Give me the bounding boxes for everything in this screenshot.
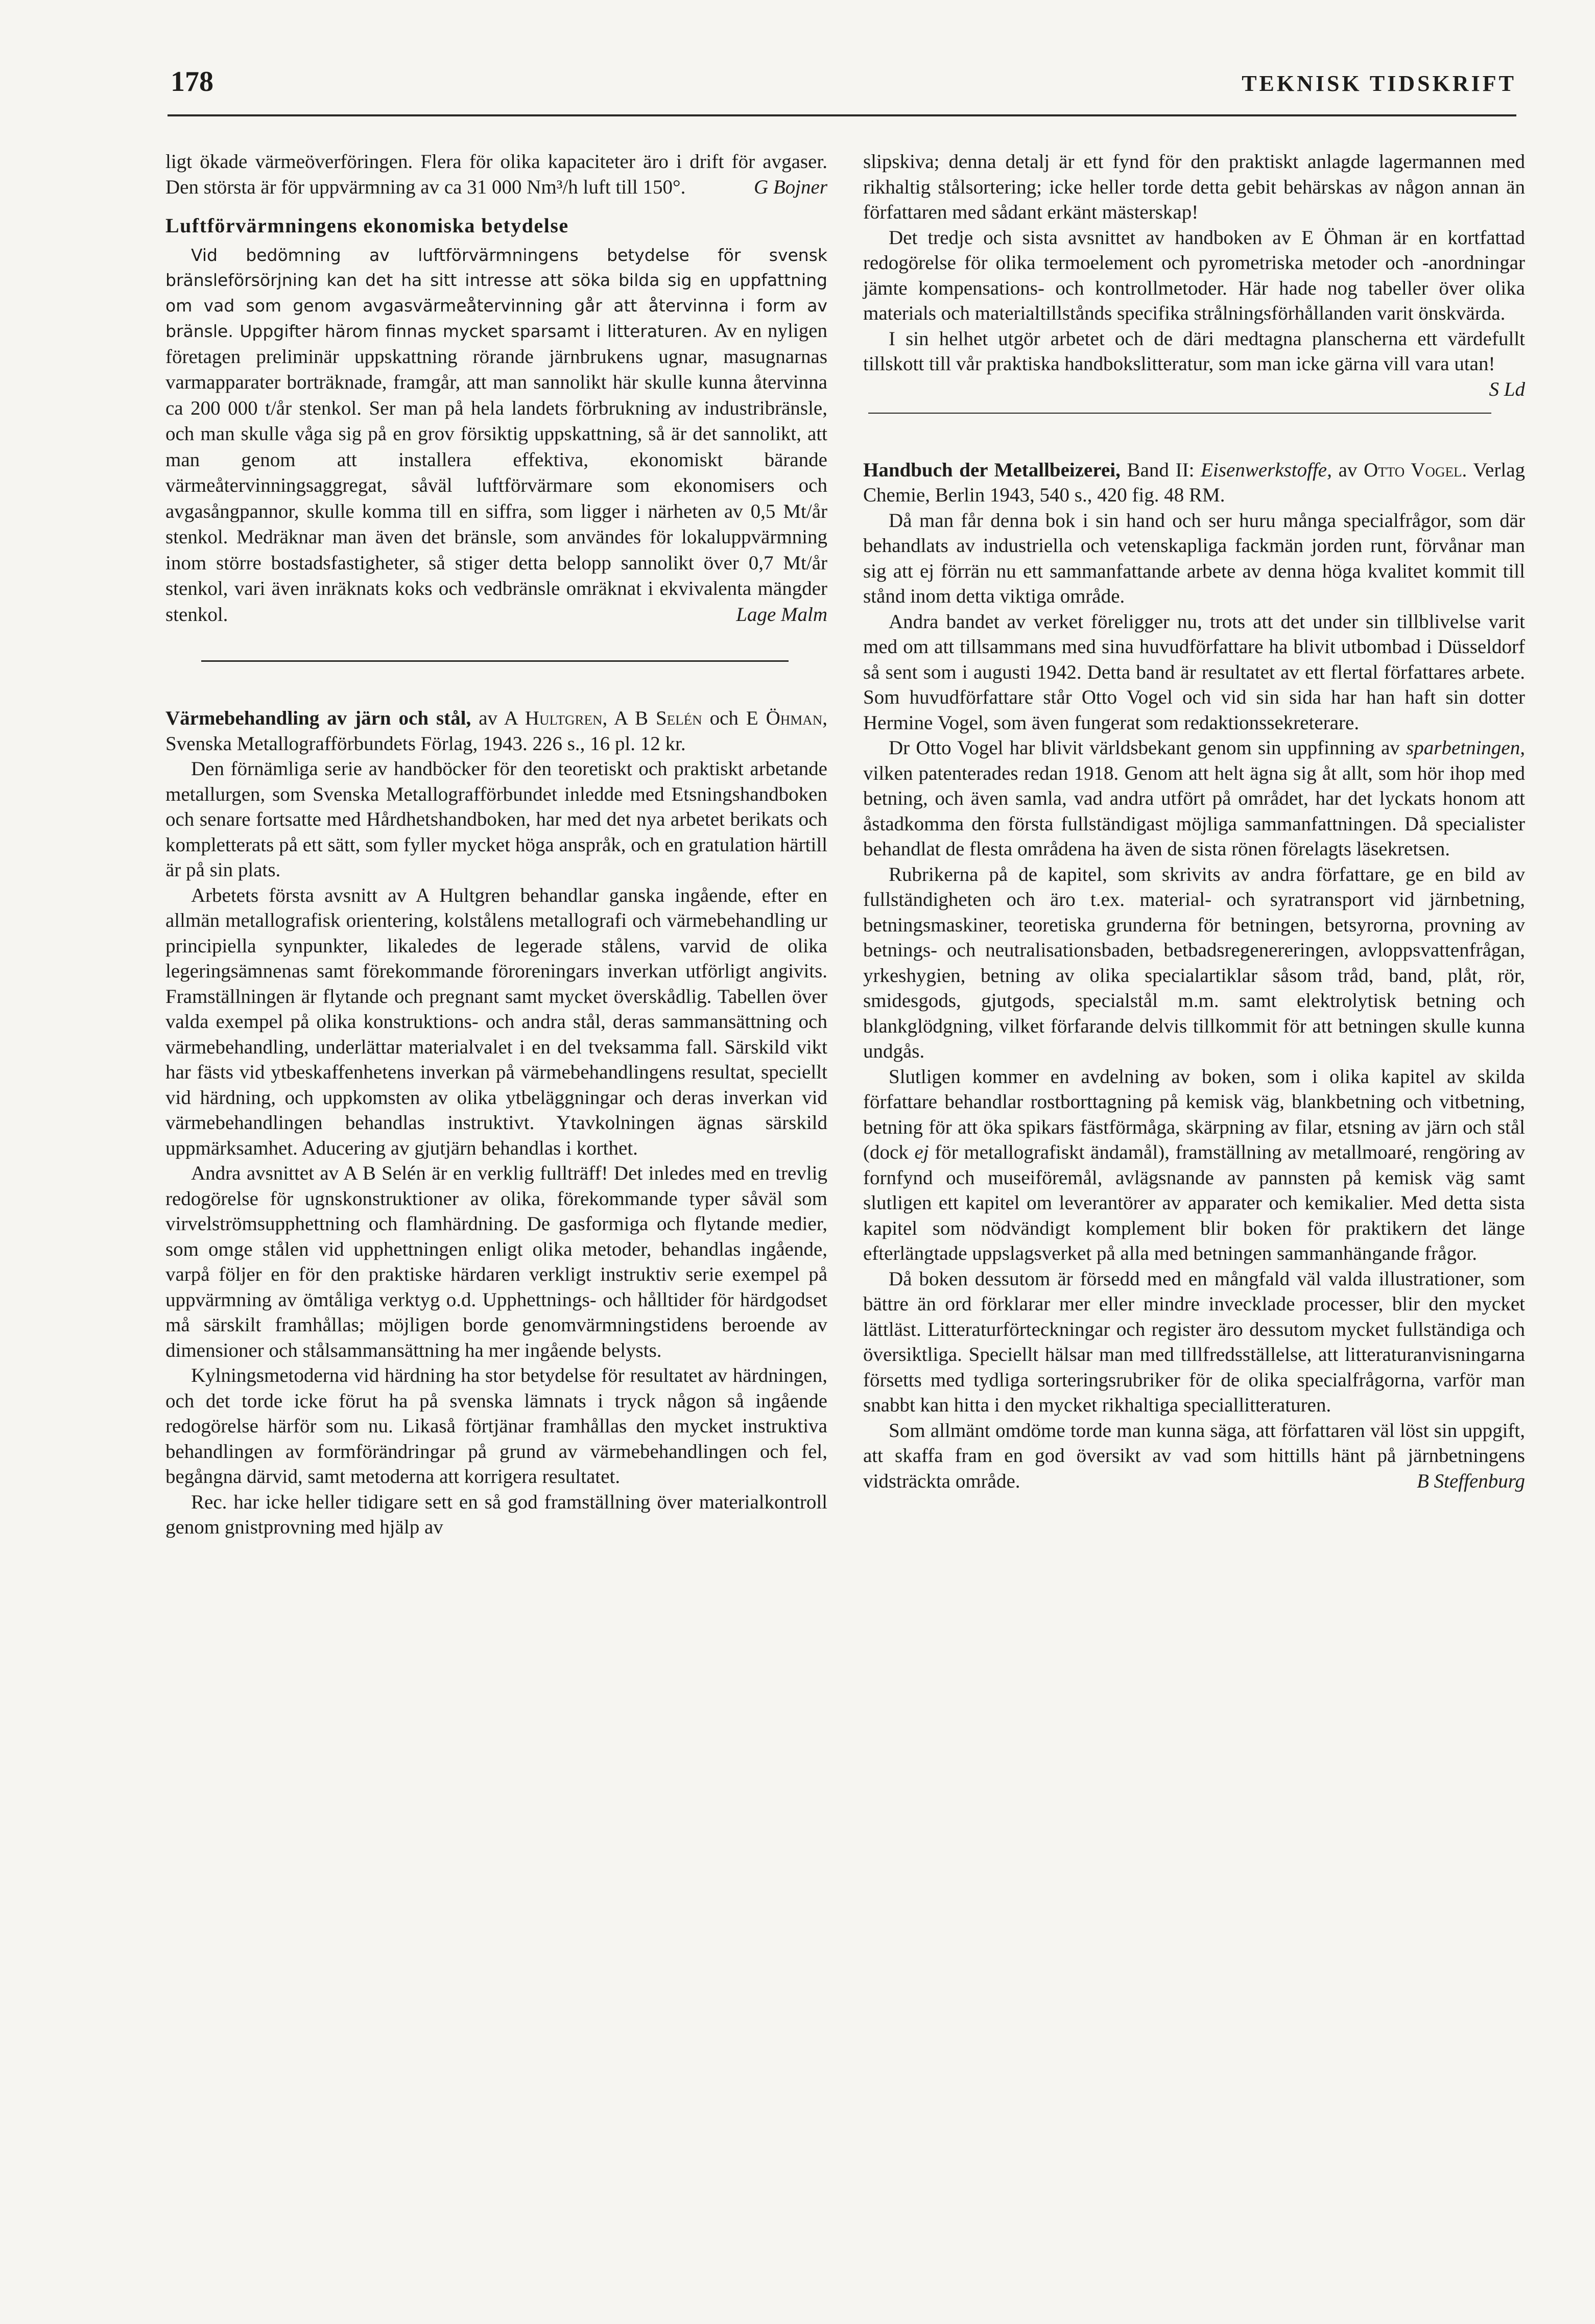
paragraph: Den förnämliga serie av handböcker för den teoretiskt och praktiskt arbetande metallurgen, som Svenska Metallografförbundet inledde med Etsningshandboken och senare fortsatte med Hårdhetshandboken, har med det nya arbetet berikats och kompletterats på ett sätt, som fyller mycket höga anspråk, och en gratulation härtill är på sin plats. xyxy=(165,758,827,881)
review-title: Värmebehandling av järn och stål, xyxy=(165,707,471,729)
paragraph: Då boken dessutom är försedd med en mångfald väl valda illustrationer, som bättre än ord förklarar mer eller mindre invecklade processer, blir den mycket lättläst. Litteraturförteckningar och register äro dessutom mycket fullständiga och översiktliga. Speciellt hälsar man med tillfredsställelse, att litteraturanvisningarna försetts med tydliga sorteringsrubriker för de olika specialfrågorna, varför man snabbt kan hitta i den mycket rikhaltiga speciallitteraturen. xyxy=(863,1267,1525,1416)
paragraph: Rubrikerna på de kapitel, som skrivits av andra författare, ge en bild av fullständigheten och äro t.ex. material- och syratransport vid järnbetning, betningsmaskiner, teoretiska grunderna för betningen, betsyrorna, provning av betnings- och neutralisationsbaden, betbadsregenereringen, avloppsvattenfrågan, yrkeshygien, betning av olika specialartiklar såsom tråd, band, plåt, rör, smidesgods, gjutgods, specialstål m.m. samt elektrolytisk betning och blankglödgning, vilket förfarande delvis tillkommit för att betningen skulle kunna undgås. xyxy=(863,863,1525,1062)
paragraph xyxy=(863,326,1525,400)
citation-text: och E xyxy=(709,707,758,729)
review-citation xyxy=(165,706,827,756)
citation-text: av A xyxy=(479,707,517,729)
paragraph: Kylningsmetoderna vid härdning ha stor betydelse för resultatet av härdningen, och det torde icke förut ha på svenska lämnats i tryck någon så ingående redogörelse härför som nu. Likaså förtjänar framhållas den mycket instruktiva behandlingen av formförändringar på grund av värmebehandlingen och fel, begångna därvid, samt metoderna att korrigera resultatet. xyxy=(165,1364,827,1488)
right-column xyxy=(863,149,1525,1494)
author-name: Öhman xyxy=(766,707,823,729)
paragraph-text: Av en nyligen företagen preliminär uppskattning rörande järnbrukens ugnar, masugnarnas varmapparater borträknade, framgår, att man sannolikt här skulle kunna återvinna ca 200 000 t/år stenkol. Ser man på hela landets förbrukning av industribränsle, och man skulle våga sig på en grov försiktig uppskattning, så är det sannolikt, att man genom att installera effektiva, ekonomiskt bärande värmeåtervinningsaggregat, såväl luftförvärmare som ekonomisers och avgasångpannor, skulle komma till en siffra, som ligger i närheten av 0,5 Mt/år stenkol. Medräknar man även det bränsle, som användes för lokaluppvärmning inom större bostadsfastigheter, så stiger detta belopp sannolikt över 0,7 Mt/år stenkol, vari även inräknats koks och vedbränsle omräknat i ekvivalenta mängder stenkol. xyxy=(165,320,827,626)
left-column xyxy=(165,149,827,1540)
paragraph: Då man får denna bok i sin hand och ser huru många specialfrågor, som där behandlats av industriella och vetenskapliga fackmän jorden runt, förvånar man sig att ej förrän nu ett sammanfattande arbete av denna höga kvalitet kommit till stånd inom detta viktiga område. xyxy=(863,509,1525,607)
section-heading: Luftförvärmningens ekonomiska betydelse xyxy=(165,214,569,237)
paragraph: Rec. har icke heller tidigare sett en så god framställning över materialkontroll genom gnistprovning med hjälp av xyxy=(165,1491,827,1538)
paragraph xyxy=(863,1064,1525,1266)
paragraph-text: ligt ökade värmeöverföringen. Flera för olika kapaciteter äro i drift för avgaser. Den största är för uppvärmning av ca 31 000 Nm³/h luft till 150°. xyxy=(165,151,827,198)
publisher-info: , Svenska Metallografförbundets Förlag, 1943. 226 s., 16 pl. 12 kr. xyxy=(165,707,828,755)
paragraph-text: vilken patenterades redan 1918. Genom att helt ägna sig åt allt, som hör ihop med betning, och även samla, vad andra utfört på området, har det lyckats honom att åstadkomma den första fullständigast möjliga sammanfattningen. Då specialister behandlat de flesta områdena ha även de sista rönen förelagts läsekretsen. xyxy=(863,762,1525,860)
citation-text: , A B xyxy=(602,707,648,729)
paragraph xyxy=(165,243,827,628)
paragraph-text: Som allmänt omdöme torde man kunna säga, att författaren väl löst sin uppgift, att skaffa fram en god översikt av vad som hittills hänt på järnbetningens vidsträckta område. xyxy=(863,1419,1525,1492)
running-header xyxy=(168,65,1516,116)
paragraph: Det tredje och sista avsnittet av handboken av E Öhman är en kortfattad redogörelse för olika termoelement och pyrometriska metoder och -anordningar jämte kompensations- och kontrollmetoder. Här hade nog tabeller över olika materials och materialtillstånds specifika strålningsförhållanden varit önskvärda. xyxy=(863,226,1525,324)
paragraph xyxy=(863,1418,1525,1494)
section-divider xyxy=(868,413,1491,414)
review-title: Handbuch der Metallbeizerei, xyxy=(863,459,1121,481)
author-name: Hultgren xyxy=(525,707,603,729)
page-number: 178 xyxy=(171,66,213,98)
journal-title: TEKNISK TIDSKRIFT xyxy=(1242,71,1516,96)
paragraph-text: Vid bedömning av luftförvärmningens betydelse för svensk bränsleförsörjning kan det ha sitt intresse att söka bilda sig en uppfattning om vad som genom avgasvärmeåtervinning går att återvinna i form av bränsle. Uppgifter härom finnas mycket sparsamt i litteraturen. xyxy=(165,245,827,341)
citation-text: av xyxy=(1338,459,1358,481)
paragraph xyxy=(863,735,1525,862)
paragraph xyxy=(165,149,827,200)
emphasis: sparbetningen, xyxy=(1406,737,1525,759)
paragraph-text: Slutligen kommer en avdelning av boken, som i olika kapitel av skilda författare behandlar rostborttagning på kemisk väg, blankbetning och vitbetning, betning för att öka spikars fästförmåga, skärpning av filar, etsning av järn och stål (dock xyxy=(863,1065,1525,1163)
paragraph-text: för metallografiskt ändamål), framställning av metallmoaré, rengöring av fornfynd och museiföremål, avlägsnande av pannsten på kemisk väg samt slutligen ett kapitel om leverantörer av apparater och kemikalier. Med detta sista kapitel som nödvändigt komplement blir boken för praktikern det länge efterlängtade uppslagsverket på alla med betningen sammanhängande frågor. xyxy=(863,1141,1525,1264)
author-signature: B Steffenburg xyxy=(1417,1470,1525,1492)
author-name: Selén xyxy=(655,707,702,729)
paragraph: Andra avsnittet av A B Selén är en verklig fullträff! Det inledes med en trevlig redogörelse för ugnskonstruktioner av olika, förekommande typer såväl som virvelströmsupphettning och flamhärdning. De gasformiga och flytande medier, som omge stålen vid upphettningen enligt olika metoder, behandlas ingående, varpå följer en för den praktiske härdaren verkligt instruktiv serie exempel på uppvärmning av ömtåliga verktyg o.d. Upphettnings- och hålltider för härdgodset må särskilt framhållas; möjligen borde genomvärmningstidens beroende av dimensioner och stålsammansättning ha mer ingående belysts. xyxy=(165,1162,827,1361)
section-divider xyxy=(201,660,789,662)
author-name: Otto Vogel xyxy=(1364,459,1462,481)
paragraph: Arbetets första avsnitt av A Hultgren behandlar ganska ingående, efter en allmän metallografisk orientering, kolstålens metallografi och värmebehandling ur principiella synpunkter, likaledes de legerade stålens, varvid de olika legeringsämnenas samt förekommande föroreningars inverkan utförligt angivits. Framställningen är flytande och pregnant samt mycket överskådlig. Tabellen över valda exempel på olika konstruktions- och andra stål, deras sammansättning och värmebehandling, underlättar materialvalet i en del tveksamma fall. Särskild vikt har fästs vid ytbeskaffenhetens inverkan på värmebehandlingens resultat, speciellt vid härdning, och uppkomsten av olika ytbeläggningar och deras inverkan vid värmebehandlingen behandlas instruktivt. Ytavkolningen ägnas särskild uppmärksamhet. Aducering av gjutjärn behandlas i korthet. xyxy=(165,884,827,1159)
paragraph-text: I sin helhet utgör arbetet och de däri medtagna planscherna ett värdefullt tillskott till vår praktiska handbokslitteratur, som man icke gärna vill vara utan! xyxy=(863,327,1525,375)
citation-text: Band II: xyxy=(1127,459,1195,481)
author-signature: G Bojner xyxy=(753,176,827,198)
paragraph: slipskiva; denna detalj är ett fynd för den praktiskt anlagde lagermannen med rikhaltig stålsortering; icke heller torde detta gebit behärskas av någon annan än författaren med sådant erkänt mästerskap! xyxy=(863,151,1525,223)
emphasis: ej xyxy=(914,1141,929,1163)
paragraph-text: Dr Otto Vogel har blivit världsbekant genom sin uppfinning av xyxy=(889,737,1400,759)
review-subtitle: Eisenwerkstoffe, xyxy=(1201,459,1332,481)
author-signature: Lage Malm xyxy=(736,603,827,626)
publisher-info: . Verlag Chemie, Berlin 1943, 540 s., 420 fig. 48 RM. xyxy=(863,459,1526,506)
paragraph: Andra bandet av verket föreligger nu, trots att det under sin tillblivelse varit med om att tillsammans med sina huvudförfattare ha blivit utbombad i Düsseldorf så sent som i augusti 1942. Detta band är resultatet av ett flertal författares arbete. Som huvudförfattare står Otto Vogel och vid sin sida har han haft sin dotter Hermine Vogel, som även fungerat som redaktionssekreterare. xyxy=(863,610,1525,734)
review-citation xyxy=(863,458,1525,508)
author-signature: S Ld xyxy=(1489,378,1525,400)
